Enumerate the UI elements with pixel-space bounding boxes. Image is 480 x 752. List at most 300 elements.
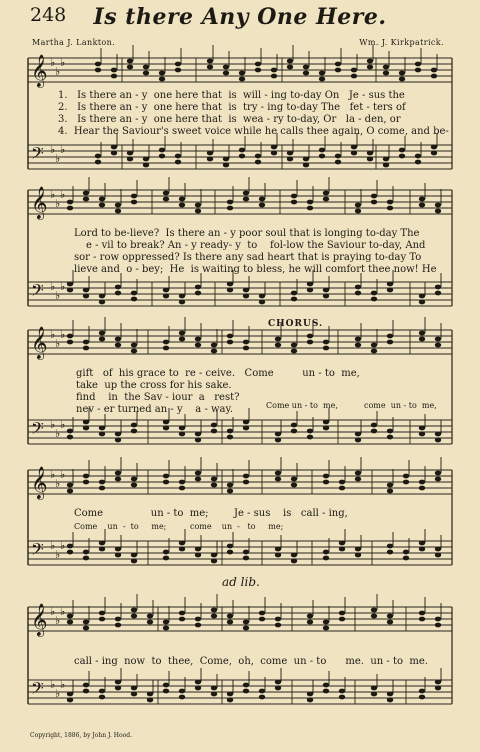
note-head: [179, 486, 185, 491]
flat-sign: ♭: [50, 539, 56, 552]
note-head: [355, 547, 361, 552]
note-head: [83, 294, 89, 299]
note-head: [159, 77, 165, 82]
hymn-title: Is there Any One Here.: [93, 4, 387, 30]
note-head: [227, 340, 233, 345]
note-head: [83, 420, 89, 425]
note-head: [339, 617, 345, 622]
flat-sign: ♭: [60, 188, 66, 201]
note-head: [243, 626, 249, 631]
note-head: [111, 74, 117, 79]
flat-sign: ♭: [55, 614, 61, 627]
note-head: [99, 617, 105, 622]
note-head: [163, 683, 169, 688]
note-head: [115, 432, 121, 437]
note-head: [383, 71, 389, 76]
note-head: [371, 686, 377, 691]
note-head: [67, 692, 73, 697]
lyric-line: call - ing now to thee, Come, oh, come un - to me. un - to me.: [74, 656, 428, 667]
note-head: [371, 349, 377, 354]
bass-lyric: come un - to me;: [190, 522, 284, 531]
note-head: [207, 151, 213, 156]
note-head: [67, 334, 73, 339]
note-head: [355, 291, 361, 296]
verse-line: gift of his grace to re - ceive. Come un - to me,: [76, 368, 360, 379]
note-head: [275, 547, 281, 552]
note-head: [115, 209, 121, 214]
note-head: [307, 614, 313, 619]
note-head: [435, 343, 441, 348]
note-head: [419, 617, 425, 622]
note-head: [211, 686, 217, 691]
note-head: [355, 343, 361, 348]
note-head: [387, 340, 393, 345]
note-head: [223, 163, 229, 168]
note-head: [163, 480, 169, 485]
note-head: [419, 689, 425, 694]
note-head: [371, 614, 377, 619]
note-head: [227, 429, 233, 434]
note-head: [131, 429, 137, 434]
note-head: [195, 686, 201, 691]
note-head: [115, 438, 121, 443]
note-head: [435, 291, 441, 296]
flat-sign: ♭: [55, 548, 61, 561]
note-head: [195, 680, 201, 685]
note-head: [127, 157, 133, 162]
note-head: [179, 337, 185, 342]
note-head: [115, 471, 121, 476]
note-head: [115, 553, 121, 558]
note-head: [323, 426, 329, 431]
note-head: [67, 340, 73, 345]
note-head: [99, 695, 105, 700]
note-head: [131, 692, 137, 697]
note-head: [243, 550, 249, 555]
note-head: [67, 435, 73, 440]
note-head: [99, 480, 105, 485]
note-head: [179, 197, 185, 202]
note-head: [255, 68, 261, 73]
note-head: [211, 423, 217, 428]
note-head: [115, 686, 121, 691]
flat-sign: ♭: [55, 337, 61, 350]
note-head: [275, 471, 281, 476]
note-head: [127, 151, 133, 156]
note-head: [83, 683, 89, 688]
note-head: [243, 426, 249, 431]
note-head: [67, 489, 73, 494]
note-head: [419, 432, 425, 437]
verse-line: 3. Is there an - y one here that is wea - ry to-day, Or la - den, or: [58, 114, 401, 125]
note-head: [195, 203, 201, 208]
flat-sign: ♭: [60, 143, 66, 156]
note-head: [227, 282, 233, 287]
note-head: [239, 77, 245, 82]
note-head: [387, 334, 393, 339]
note-head: [387, 620, 393, 625]
note-head: [163, 550, 169, 555]
note-head: [323, 683, 329, 688]
note-head: [259, 611, 265, 616]
note-head: [195, 547, 201, 552]
note-head: [223, 65, 229, 70]
note-head: [163, 197, 169, 202]
note-head: [291, 553, 297, 558]
note-head: [115, 680, 121, 685]
note-head: [431, 151, 437, 156]
note-head: [131, 194, 137, 199]
note-head: [339, 695, 345, 700]
note-head: [195, 477, 201, 482]
note-head: [259, 294, 265, 299]
note-head: [355, 438, 361, 443]
note-head: [143, 71, 149, 76]
note-head: [83, 556, 89, 561]
verse-line: 1. Is there an - y one here that is will - ing to-day On Je - sus the: [58, 90, 405, 101]
bass-clef: 𝄢: [31, 418, 44, 442]
bass-clef: 𝄢: [31, 678, 44, 702]
note-head: [303, 65, 309, 70]
note-head: [243, 556, 249, 561]
note-head: [307, 429, 313, 434]
note-head: [351, 151, 357, 156]
flat-sign: ♭: [55, 477, 61, 490]
note-head: [83, 426, 89, 431]
note-head: [291, 423, 297, 428]
copyright-notice: Copyright, 1886, by John J. Hood.: [30, 732, 132, 739]
note-head: [179, 617, 185, 622]
note-head: [115, 623, 121, 628]
note-head: [211, 343, 217, 348]
note-head: [227, 483, 233, 488]
note-head: [275, 343, 281, 348]
note-head: [227, 698, 233, 703]
note-head: [179, 689, 185, 694]
flat-sign: ♭: [50, 605, 56, 618]
bass-clef: 𝄢: [31, 143, 44, 167]
note-head: [319, 71, 325, 76]
note-head: [371, 692, 377, 697]
note-head: [143, 157, 149, 162]
note-head: [335, 154, 341, 159]
note-head: [275, 553, 281, 558]
note-head: [387, 282, 393, 287]
note-head: [371, 291, 377, 296]
note-head: [351, 74, 357, 79]
note-head: [435, 553, 441, 558]
note-head: [115, 203, 121, 208]
note-head: [275, 623, 281, 628]
note-head: [431, 74, 437, 79]
note-head: [351, 68, 357, 73]
note-head: [403, 556, 409, 561]
note-head: [403, 474, 409, 479]
note-head: [131, 423, 137, 428]
note-head: [435, 617, 441, 622]
note-head: [383, 163, 389, 168]
verse-line: nev - er turned an - y a - way.: [76, 404, 234, 415]
note-head: [115, 343, 121, 348]
note-head: [351, 145, 357, 150]
note-head: [195, 291, 201, 296]
note-head: [255, 62, 261, 67]
note-head: [367, 65, 373, 70]
note-head: [291, 477, 297, 482]
flat-sign: ♭: [55, 152, 61, 165]
note-head: [227, 334, 233, 339]
note-head: [179, 695, 185, 700]
note-head: [371, 200, 377, 205]
note-head: [131, 200, 137, 205]
note-head: [355, 337, 361, 342]
note-head: [307, 620, 313, 625]
note-head: [131, 553, 137, 558]
note-head: [435, 337, 441, 342]
note-head: [67, 620, 73, 625]
note-head: [259, 689, 265, 694]
note-head: [83, 474, 89, 479]
note-head: [195, 438, 201, 443]
note-head: [239, 148, 245, 153]
note-head: [275, 337, 281, 342]
note-head: [307, 200, 313, 205]
note-head: [143, 65, 149, 70]
note-head: [435, 432, 441, 437]
note-head: [435, 680, 441, 685]
note-head: [339, 689, 345, 694]
note-head: [367, 151, 373, 156]
note-head: [431, 68, 437, 73]
note-head: [195, 209, 201, 214]
note-head: [179, 331, 185, 336]
treble-clef: 𝄞: [31, 603, 48, 636]
note-head: [387, 200, 393, 205]
verse-line: e - vil to break? An - y ready- y to fol-low the Saviour to-day, And: [86, 240, 426, 251]
note-head: [159, 71, 165, 76]
note-head: [227, 544, 233, 549]
flat-sign: ♭: [50, 143, 56, 156]
note-head: [99, 331, 105, 336]
flat-sign: ♭: [50, 188, 56, 201]
note-head: [419, 203, 425, 208]
bass-clef: 𝄢: [31, 539, 44, 563]
note-head: [159, 154, 165, 159]
note-head: [399, 71, 405, 76]
note-head: [115, 285, 121, 290]
note-head: [83, 620, 89, 625]
note-head: [355, 477, 361, 482]
note-head: [259, 617, 265, 622]
note-head: [127, 59, 133, 64]
chorus-label: CHORUS.: [268, 319, 324, 329]
note-head: [243, 191, 249, 196]
note-head: [131, 343, 137, 348]
note-head: [419, 294, 425, 299]
note-head: [111, 151, 117, 156]
note-head: [99, 541, 105, 546]
flat-sign: ♭: [50, 468, 56, 481]
note-head: [415, 68, 421, 73]
note-head: [111, 68, 117, 73]
note-head: [243, 620, 249, 625]
note-head: [403, 550, 409, 555]
note-head: [371, 194, 377, 199]
note-head: [99, 300, 105, 305]
note-head: [419, 611, 425, 616]
note-head: [67, 698, 73, 703]
note-head: [307, 282, 313, 287]
note-head: [323, 556, 329, 561]
note-head: [291, 194, 297, 199]
note-head: [239, 154, 245, 159]
note-head: [83, 550, 89, 555]
note-head: [211, 429, 217, 434]
note-head: [435, 623, 441, 628]
note-head: [67, 282, 73, 287]
flat-sign: ♭: [60, 56, 66, 69]
lyric-line: Come un - to me; Je - sus is call - ing,: [74, 508, 348, 519]
note-head: [399, 154, 405, 159]
note-head: [179, 432, 185, 437]
note-head: [307, 340, 313, 345]
note-head: [419, 541, 425, 546]
flat-sign: ♭: [55, 65, 61, 78]
note-head: [195, 623, 201, 628]
note-head: [431, 145, 437, 150]
note-head: [99, 294, 105, 299]
note-head: [211, 614, 217, 619]
note-head: [175, 62, 181, 67]
note-head: [323, 474, 329, 479]
note-head: [243, 474, 249, 479]
note-head: [95, 68, 101, 73]
note-head: [175, 160, 181, 165]
note-head: [323, 294, 329, 299]
note-head: [387, 489, 393, 494]
note-head: [387, 483, 393, 488]
note-head: [223, 71, 229, 76]
note-head: [195, 285, 201, 290]
note-head: [387, 206, 393, 211]
bass-clef: 𝄢: [31, 280, 44, 304]
note-head: [387, 544, 393, 549]
lyricist-credit: Martha J. Lankton.: [32, 38, 116, 47]
note-head: [131, 559, 137, 564]
note-head: [339, 611, 345, 616]
note-head: [419, 300, 425, 305]
note-head: [371, 429, 377, 434]
note-head: [355, 203, 361, 208]
note-head: [163, 288, 169, 293]
note-head: [211, 692, 217, 697]
note-head: [243, 340, 249, 345]
bass-lyric: Come un - to me;: [74, 522, 167, 531]
note-head: [227, 435, 233, 440]
note-head: [147, 614, 153, 619]
note-head: [323, 340, 329, 345]
note-head: [99, 689, 105, 694]
treble-clef: 𝄞: [31, 186, 48, 219]
note-head: [99, 426, 105, 431]
note-head: [307, 206, 313, 211]
note-head: [227, 200, 233, 205]
note-head: [419, 331, 425, 336]
note-head: [323, 550, 329, 555]
flat-sign: ♭: [50, 280, 56, 293]
note-head: [179, 541, 185, 546]
note-head: [95, 62, 101, 67]
note-head: [147, 698, 153, 703]
note-head: [159, 148, 165, 153]
note-head: [291, 349, 297, 354]
note-head: [227, 206, 233, 211]
note-head: [179, 426, 185, 431]
note-head: [67, 288, 73, 293]
note-head: [83, 288, 89, 293]
flat-sign: ♭: [50, 678, 56, 691]
note-head: [291, 343, 297, 348]
flat-sign: ♭: [60, 328, 66, 341]
treble-clef: 𝄞: [31, 326, 48, 359]
note-head: [131, 614, 137, 619]
note-head: [99, 486, 105, 491]
note-head: [227, 489, 233, 494]
note-head: [435, 547, 441, 552]
note-head: [255, 154, 261, 159]
note-head: [387, 429, 393, 434]
note-head: [83, 340, 89, 345]
note-head: [323, 191, 329, 196]
note-head: [275, 680, 281, 685]
note-head: [179, 203, 185, 208]
note-head: [179, 611, 185, 616]
note-head: [243, 197, 249, 202]
note-head: [387, 288, 393, 293]
flat-sign: ♭: [60, 539, 66, 552]
note-head: [371, 608, 377, 613]
note-head: [303, 71, 309, 76]
note-head: [227, 550, 233, 555]
note-head: [419, 426, 425, 431]
note-head: [143, 163, 149, 168]
verse-line: 4. Hear the Saviour's sweet voice while he calls thee again, O come, and be-: [58, 126, 449, 137]
flat-sign: ♭: [60, 418, 66, 431]
flat-sign: ♭: [55, 289, 61, 302]
note-head: [67, 614, 73, 619]
note-head: [163, 420, 169, 425]
note-head: [435, 471, 441, 476]
bass-lyric: Come un - to me,: [266, 401, 338, 410]
note-head: [323, 626, 329, 631]
flat-sign: ♭: [50, 328, 56, 341]
note-head: [387, 692, 393, 697]
note-head: [291, 483, 297, 488]
note-head: [83, 346, 89, 351]
note-head: [131, 608, 137, 613]
note-head: [367, 157, 373, 162]
note-head: [227, 614, 233, 619]
note-head: [259, 300, 265, 305]
note-head: [319, 148, 325, 153]
note-head: [303, 157, 309, 162]
note-head: [335, 160, 341, 165]
note-head: [131, 686, 137, 691]
note-head: [367, 59, 373, 64]
note-head: [111, 145, 117, 150]
flat-sign: ♭: [60, 468, 66, 481]
note-head: [179, 480, 185, 485]
